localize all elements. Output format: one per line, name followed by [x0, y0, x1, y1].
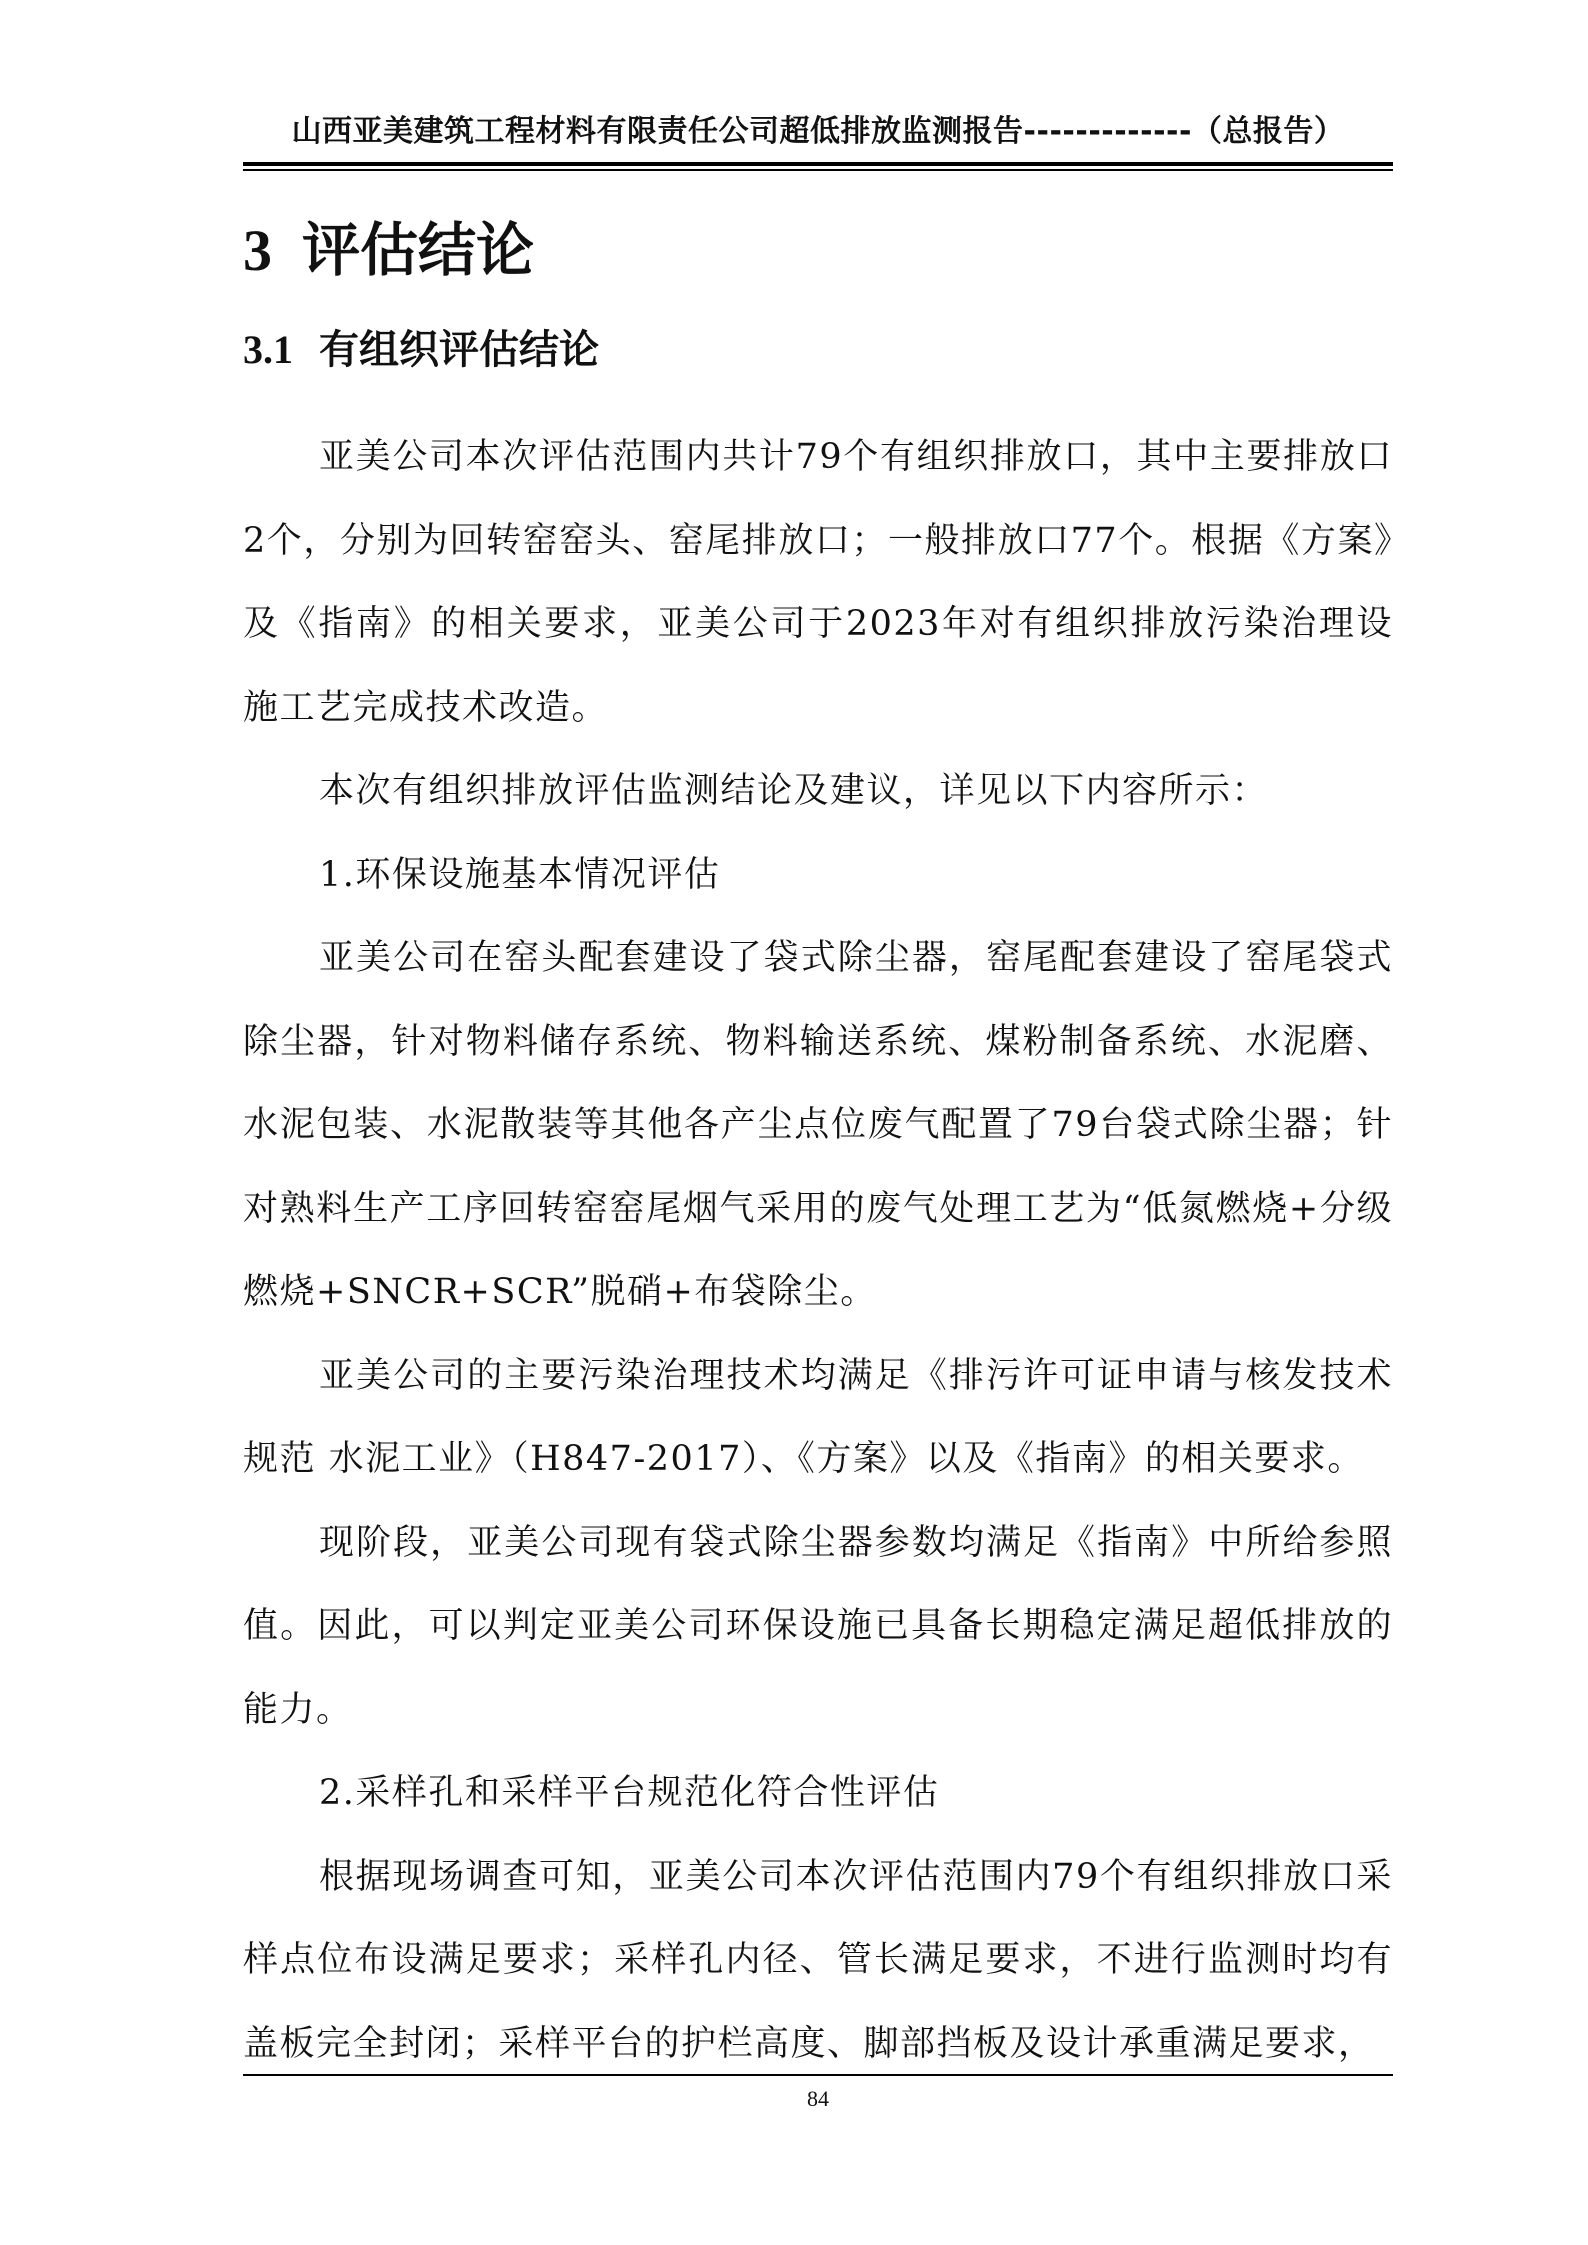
- body-text: [243, 416, 1393, 2086]
- paragraph: 亚美公司本次评估范围内共计79个有组织排放口，其中主要排放口2个，分别为回转窑窑头、窑尾排放口；一般排放口77个。根据《方案》及《指南》的相关要求，亚美公司于2023年对有组织排放污染治理设施工艺完成技术改造。: [243, 437, 1393, 728]
- header-rule-thick: [243, 162, 1393, 166]
- section-title: 有组织评估结论: [319, 327, 599, 373]
- section-number: 3.1: [243, 327, 293, 372]
- paragraph: 2.采样孔和采样平台规范化符合性评估: [319, 1773, 940, 1813]
- chapter-title: 评估结论: [302, 216, 535, 284]
- paragraph: 亚美公司的主要污染治理技术均满足《排污许可证申请与核发技术规范 水泥工业》（H847-2017）、《方案》以及《指南》的相关要求。: [243, 1355, 1393, 1479]
- paragraph: 根据现场调查可知，亚美公司本次评估范围内79个有组织排放口采样点位布设满足要求；采样孔内径、管长满足要求，不进行监测时均有盖板完全封闭；采样平台的护栏高度、脚部挡板及设计承重满足要求，: [243, 1856, 1393, 2064]
- section-heading: [243, 322, 599, 378]
- paragraph: 1.环保设施基本情况评估: [319, 854, 721, 895]
- footer-rule: [243, 2074, 1393, 2076]
- chapter-heading: [243, 210, 534, 291]
- paragraph: 现阶段，亚美公司现有袋式除尘器参数均满足《指南》中所给参照值。因此，可以判定亚美公司环保设施已具备长期稳定满足超低排放的能力。: [243, 1522, 1393, 1730]
- header-rule-thin: [243, 169, 1393, 171]
- paragraph: 本次有组织排放评估监测结论及建议，详见以下内容所示：: [319, 771, 1269, 811]
- paragraph: 亚美公司在窑头配套建设了袋式除尘器，窑尾配套建设了窑尾袋式除尘器，针对物料储存系统、物料输送系统、煤粉制备系统、水泥磨、水泥包装、水泥散装等其他各产尘点位废气配置了79台袋式除尘器；针对熟料生产工序回转窑窑尾烟气采用的废气处理工艺为“低氮燃烧+分级燃烧+SNCR+SCR”脱硝+布袋除尘。: [243, 938, 1393, 1312]
- chapter-number: 3: [243, 218, 272, 283]
- running-header: 山西亚美建筑工程材料有限责任公司超低排放监测报告-------------（总报告）: [291, 114, 1345, 149]
- page-number: 84: [807, 2086, 829, 2111]
